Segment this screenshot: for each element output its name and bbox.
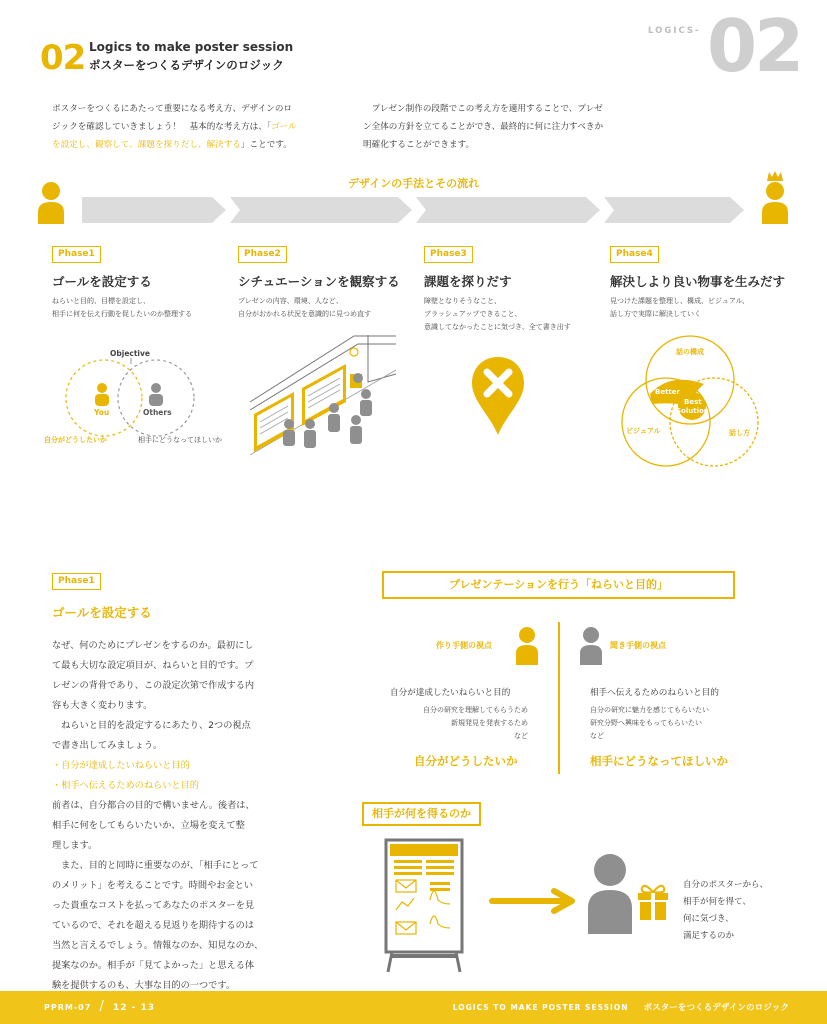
footer-title-ja: ポスターをつくるデザインのロジック bbox=[643, 1003, 789, 1013]
section-phase-tag: Phase1 bbox=[52, 573, 101, 590]
phase3-desc-line3: 意識してなかったことに気づき、全て書き出す bbox=[424, 323, 571, 331]
listener-viewpoint-label: 聞き手側の視点 bbox=[610, 641, 666, 650]
best-label: Best bbox=[684, 398, 702, 406]
body-line: ているので、それを超える見返りを期待するのは bbox=[52, 920, 254, 931]
body-line: で書き出してみましょう。 bbox=[52, 740, 163, 751]
corner-number: 02 bbox=[707, 4, 802, 88]
listener-examples bbox=[590, 704, 709, 743]
intro-left-line3: 」ことです。 bbox=[240, 140, 292, 150]
intro-left-line1: ポスターをつくるにあたって重要になる考え方、デザインのロ bbox=[52, 104, 293, 114]
listener-person-icon bbox=[578, 626, 604, 666]
maker-person-icon bbox=[514, 626, 540, 666]
corner-label: LOGICS- bbox=[648, 26, 701, 36]
phase2-desc-line2: 自分がおかれる状況を意識的に見つめ直す bbox=[238, 310, 371, 318]
body-line: ねらいと目的を設定するにあたり、2つの視点 bbox=[52, 720, 251, 731]
problem-pin-icon bbox=[470, 355, 526, 437]
you-label: You bbox=[94, 408, 110, 417]
phase4-desc-line2: 話し方で実際に解決していく bbox=[610, 310, 701, 318]
objective-label: Objective bbox=[110, 349, 150, 358]
flow-arrow-4 bbox=[604, 197, 744, 223]
body-line: レゼンの背骨であり、この設定次第で作成する内 bbox=[52, 680, 255, 691]
venn2-right-label: 話し方 bbox=[729, 429, 750, 437]
body-line: 験を提供するのも、大事な目的の一つです。 bbox=[52, 980, 236, 991]
body-line: 理します。 bbox=[52, 840, 98, 851]
arrow-right-icon bbox=[488, 888, 578, 914]
phase1-title: ゴールを設定する bbox=[52, 274, 152, 289]
poster-room-illustration bbox=[246, 330, 398, 455]
intro-right-line1: プレゼン制作の段階でこの考え方を適用することで、プレゼ bbox=[363, 104, 603, 114]
body-highlight-line: ・自分が達成したいねらいと目的 bbox=[52, 760, 190, 771]
body-line: 相手に何をしてもらいたいか、立場を変えて整 bbox=[52, 820, 245, 831]
phase3-desc-line1: 障壁となりそうなこと、 bbox=[424, 297, 501, 305]
benefit-box-title: 相手が何を得るのか bbox=[362, 802, 481, 826]
phase3-desc bbox=[424, 295, 571, 334]
body-highlight-line: ・相手へ伝えるためのねらいと目的 bbox=[52, 780, 199, 791]
phase2-desc bbox=[238, 295, 371, 321]
intro-left-highlight1: ゴール bbox=[271, 122, 297, 132]
footer-page-info bbox=[44, 999, 155, 1014]
flow-arrow-3 bbox=[416, 197, 600, 223]
intro-right bbox=[363, 100, 663, 154]
maker-example-1: 自分の研究を理解してもらうため bbox=[423, 706, 528, 714]
phase1-tag: Phase1 bbox=[52, 246, 101, 263]
footer-slash: / bbox=[99, 999, 105, 1014]
intro-left-highlight2: を設定し、観察して、課題を探りだし、解決する bbox=[52, 140, 241, 150]
body-line: て最も大切な設定項目が、ねらいと目的です。プ bbox=[52, 660, 254, 671]
footer-pages: 12 - 13 bbox=[112, 1003, 156, 1013]
phase3-desc-line2: ブラッシュアップできること、 bbox=[424, 310, 522, 318]
footer-code: PPRM-07 bbox=[44, 1003, 92, 1012]
maker-heading: 自分が達成したいねらいと目的 bbox=[390, 688, 511, 698]
phase3-title: 課題を探りだす bbox=[424, 274, 512, 289]
venn1-left-caption: 自分がどうしたいか bbox=[44, 436, 107, 444]
listener-heading: 相手へ伝えるためのねらいと目的 bbox=[590, 688, 719, 698]
venn2-top-label: 話の構成 bbox=[676, 348, 704, 356]
venn2-left-label: ビジュアル bbox=[626, 427, 661, 435]
benefit-line-4: 満足するのか bbox=[683, 931, 735, 941]
footer-title bbox=[453, 1001, 789, 1013]
footer-series: LOGICS TO MAKE POSTER SESSION bbox=[452, 1003, 629, 1012]
section-title: ゴールを設定する bbox=[52, 605, 152, 620]
body-line: 前者は、自分都合の目的で構いません。後者は、 bbox=[52, 800, 255, 811]
better-label: Better bbox=[655, 388, 680, 396]
flow-arrow-1 bbox=[82, 197, 226, 223]
intro-right-line2: ン全体の方針を立てることができ、最終的に何に注力すべきか bbox=[363, 122, 604, 132]
audience-person-icon bbox=[586, 852, 634, 936]
benefit-text bbox=[683, 877, 768, 945]
body-line: なぜ、何のためにプレゼンをするのか。最初にし bbox=[52, 640, 254, 651]
chapter-number: 02 bbox=[40, 38, 86, 78]
body-line: った貴重なコストを払ってあなたのポスターを見 bbox=[52, 900, 255, 911]
person-start-icon bbox=[36, 180, 66, 226]
flow-title: デザインの手法とその流れ bbox=[347, 177, 480, 190]
maker-examples bbox=[400, 704, 528, 743]
crowned-person-icon bbox=[759, 168, 791, 226]
phase1-desc bbox=[52, 295, 192, 321]
phase1-desc-line2: 相手に何を伝え行動を促したいのか整理する bbox=[52, 310, 192, 318]
phase4-tag: Phase4 bbox=[610, 246, 659, 263]
listener-example-2: 研究分野へ興味をもってもらいたい bbox=[590, 719, 702, 727]
maker-example-2: 新規発見を発表するため bbox=[451, 719, 528, 727]
body-line: のメリット」を考えることです。時間やお金とい bbox=[52, 880, 254, 891]
body-line: 提案なのか。相手が「見てよかった」と思える体 bbox=[52, 960, 255, 971]
listener-summary: 相手にどうなってほしいか bbox=[590, 754, 728, 768]
venn1-right-caption: 相手にどうなってほしいか bbox=[138, 436, 222, 444]
phase1-desc-line1: ねらいと目的、目標を設定し、 bbox=[52, 297, 150, 305]
purpose-box-title: プレゼンテーションを行う「ねらいと目的」 bbox=[382, 571, 735, 599]
maker-example-3: など bbox=[514, 732, 528, 740]
phase2-tag: Phase2 bbox=[238, 246, 287, 263]
phase4-desc bbox=[610, 295, 749, 321]
maker-viewpoint-label: 作り手側の視点 bbox=[436, 641, 492, 650]
phase2-desc-line1: プレゼンの内容、環境、人など、 bbox=[238, 297, 343, 305]
intro-left-line2: ジックを確認していきましょう！ 基本的な考え方は、「 bbox=[52, 122, 272, 132]
intro-right-line3: 明確化することができます。 bbox=[363, 140, 475, 150]
body-line: また、目的と同時に重要なのが、「相手にとって bbox=[52, 860, 259, 871]
chapter-title-ja: ポスターをつくるデザインのロジック bbox=[89, 58, 284, 72]
benefit-line-2: 相手が何を得て、 bbox=[683, 897, 751, 907]
listener-example-3: など bbox=[590, 732, 604, 740]
flow-arrow-2 bbox=[230, 197, 412, 223]
chapter-title-en: Logics to make poster session bbox=[89, 40, 294, 54]
body-line: 当然と言えるでしょう。情報なのか、知見なのか、 bbox=[52, 940, 264, 951]
phase4-desc-line1: 見つけた課題を整理し、構成、ビジュアル、 bbox=[610, 297, 750, 305]
gift-icon bbox=[636, 882, 670, 922]
section-body bbox=[52, 636, 292, 996]
purpose-divider bbox=[558, 622, 560, 774]
solution-label: Solution bbox=[676, 407, 709, 415]
listener-example-1: 自分の研究に魅力を感じてもらいたい bbox=[590, 706, 709, 714]
intro-left bbox=[52, 100, 352, 154]
phase4-title: 解決しより良い物事を生みだす bbox=[610, 274, 786, 289]
benefit-line-1: 自分のポスターから、 bbox=[683, 880, 769, 890]
phase2-title: シチュエーションを観察する bbox=[238, 274, 400, 289]
others-label: Others bbox=[143, 408, 172, 417]
body-line: 容も大きく変わります。 bbox=[52, 700, 153, 711]
poster-stand-illustration bbox=[384, 838, 464, 976]
maker-summary: 自分がどうしたいか bbox=[414, 754, 518, 768]
benefit-line-3: 何に気づき、 bbox=[683, 914, 734, 924]
phase3-tag: Phase3 bbox=[424, 246, 473, 263]
